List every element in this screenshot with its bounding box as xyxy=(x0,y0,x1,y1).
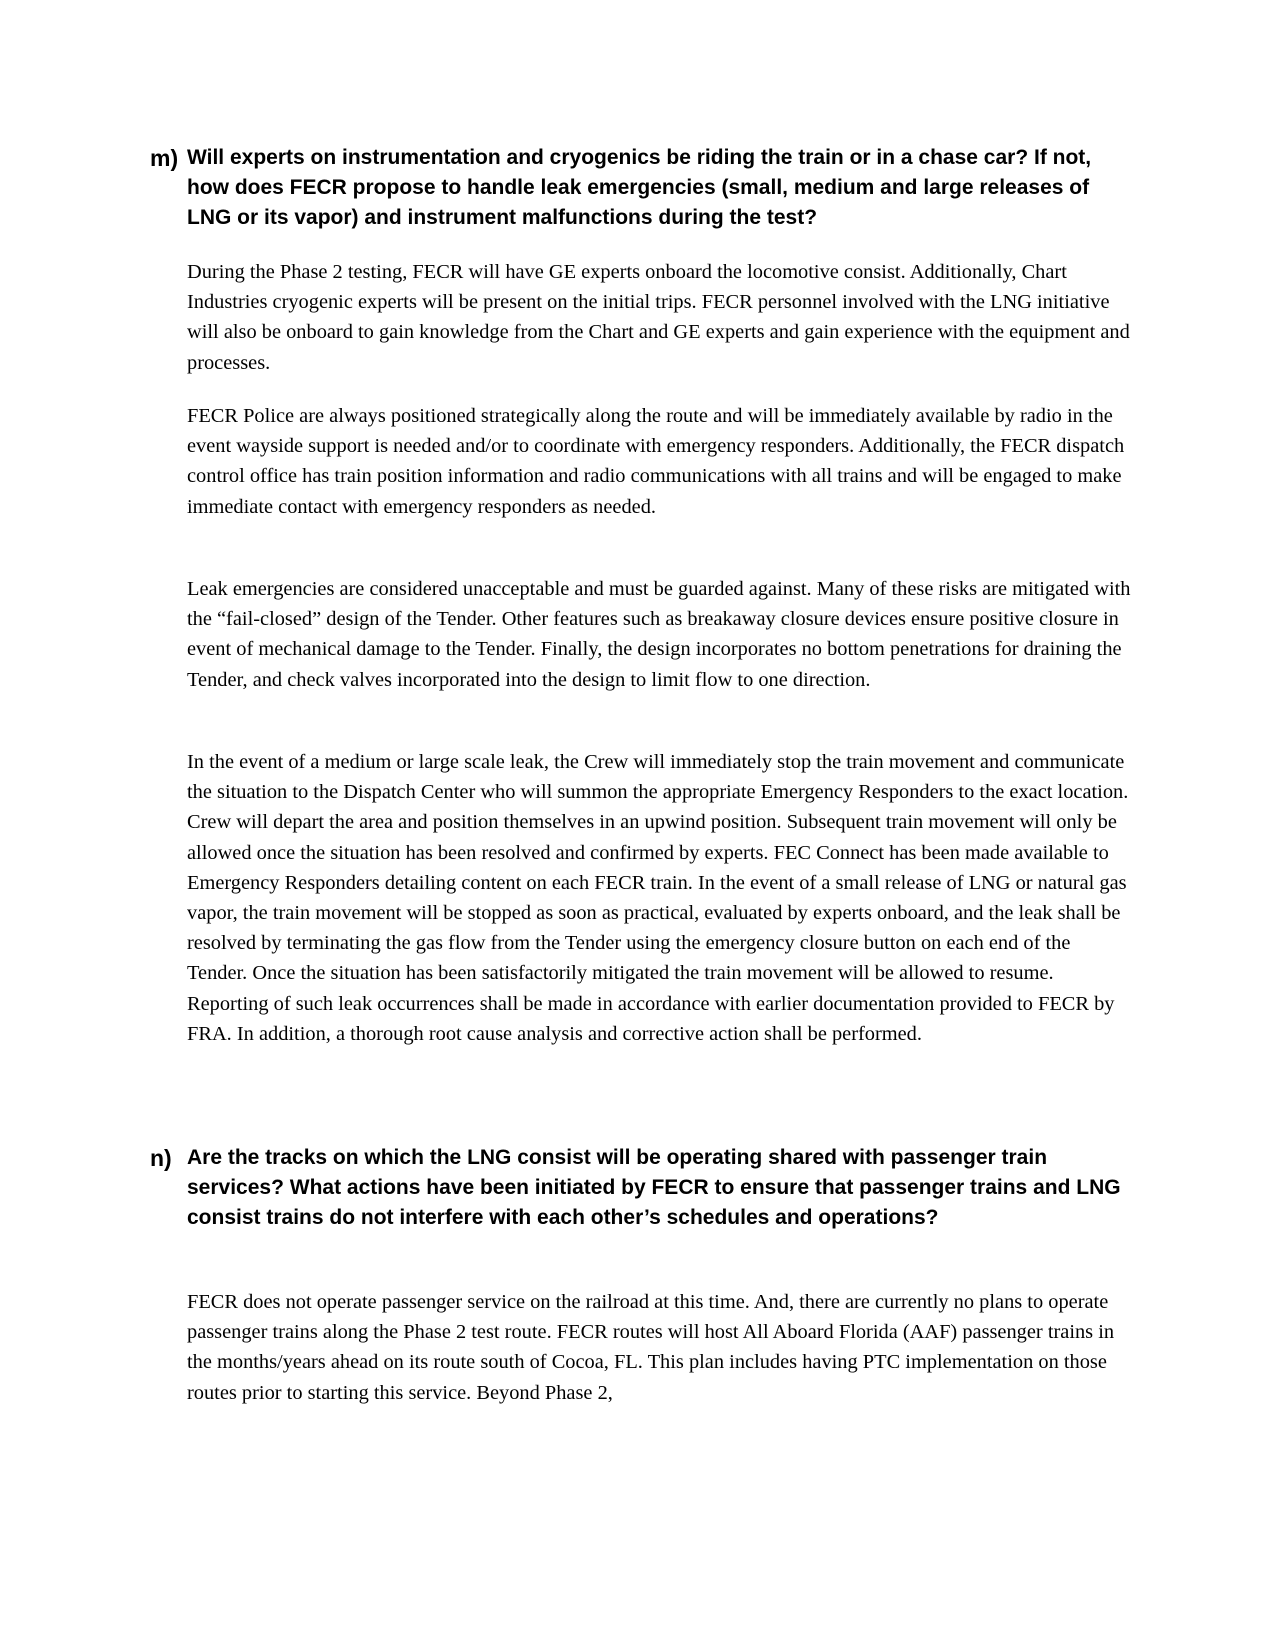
question-m xyxy=(150,143,1125,233)
answer-paragraph: During the Phase 2 testing, FECR will have GE experts onboard the locomotive consist. Additionally, Chart Industries cryogenic experts will be present on the initial trips. FECR personnel involved with the LNG initiative will also be onboard to gain knowledge from the Chart and GE experts and gain experience with the equipment and processes. xyxy=(187,261,1130,374)
question-letter: m) xyxy=(150,145,179,171)
answer-paragraph: FECR does not operate passenger service on the railroad at this time. And, there are currently no plans to operate passenger trains along the Phase 2 test route. FECR routes will host All Aboard Florida (AAF) passenger trains in the months/years ahead on its route south of Cocoa, FL. This plan includes having PTC implementation on those routes prior to starting this service. Beyond Phase 2, xyxy=(187,1291,1115,1404)
question-text: Are the tracks on which the LNG consist will be operating shared with passenger train services? What actions have been initiated by FECR to ensure that passenger trains and LNG consist trains do not interfere with each other’s schedules and operations? xyxy=(187,1146,1121,1229)
answer-paragraph: FECR Police are always positioned strategically along the route and will be immediately available by radio in the event wayside support is needed and/or to coordinate with emergency responders. Additionally, the FECR dispatch control office has train position information and radio communications with all trains and will be engaged to make immediate contact with emergency responders as needed. xyxy=(187,405,1125,518)
question-letter: n) xyxy=(150,1145,172,1171)
question-n xyxy=(150,1143,1125,1233)
answer-paragraph: In the event of a medium or large scale leak, the Crew will immediately stop the train movement and communicate the situation to the Dispatch Center who will summon the appropriate Emergency Responders to the exact location. Crew will depart the area and position themselves in an upwind position. Subsequent train movement will only be allowed once the situation has been resolved and confirmed by experts. FEC Connect has been made available to Emergency Responders detailing content on each FECR train. In the event of a small release of LNG or natural gas vapor, the train movement will be stopped as soon as practical, evaluated by experts onboard, and the leak shall be resolved by terminating the gas flow from the Tender using the emergency closure button on each end of the Tender. Once the situation has been satisfactorily mitigated the train movement will be allowed to resume. Reporting of such leak occurrences shall be made in accordance with earlier documentation provided to FECR by FRA. In addition, a thorough root cause analysis and corrective action shall be performed. xyxy=(187,751,1129,1045)
answer-paragraph: Leak emergencies are considered unacceptable and must be guarded against. Many of these risks are mitigated with the “fail-closed” design of the Tender. Other features such as breakaway closure devices ensure positive closure in event of mechanical damage to the Tender. Finally, the design incorporates no bottom penetrations for draining the Tender, and check valves incorporated into the design to limit flow to one direction. xyxy=(187,578,1131,691)
question-text: Will experts on instrumentation and cryogenics be riding the train or in a chase car? If not, how does FECR propose to handle leak emergencies (small, medium and large releases of LNG or its vapor) and instrument malfunctions during the test? xyxy=(187,146,1092,229)
